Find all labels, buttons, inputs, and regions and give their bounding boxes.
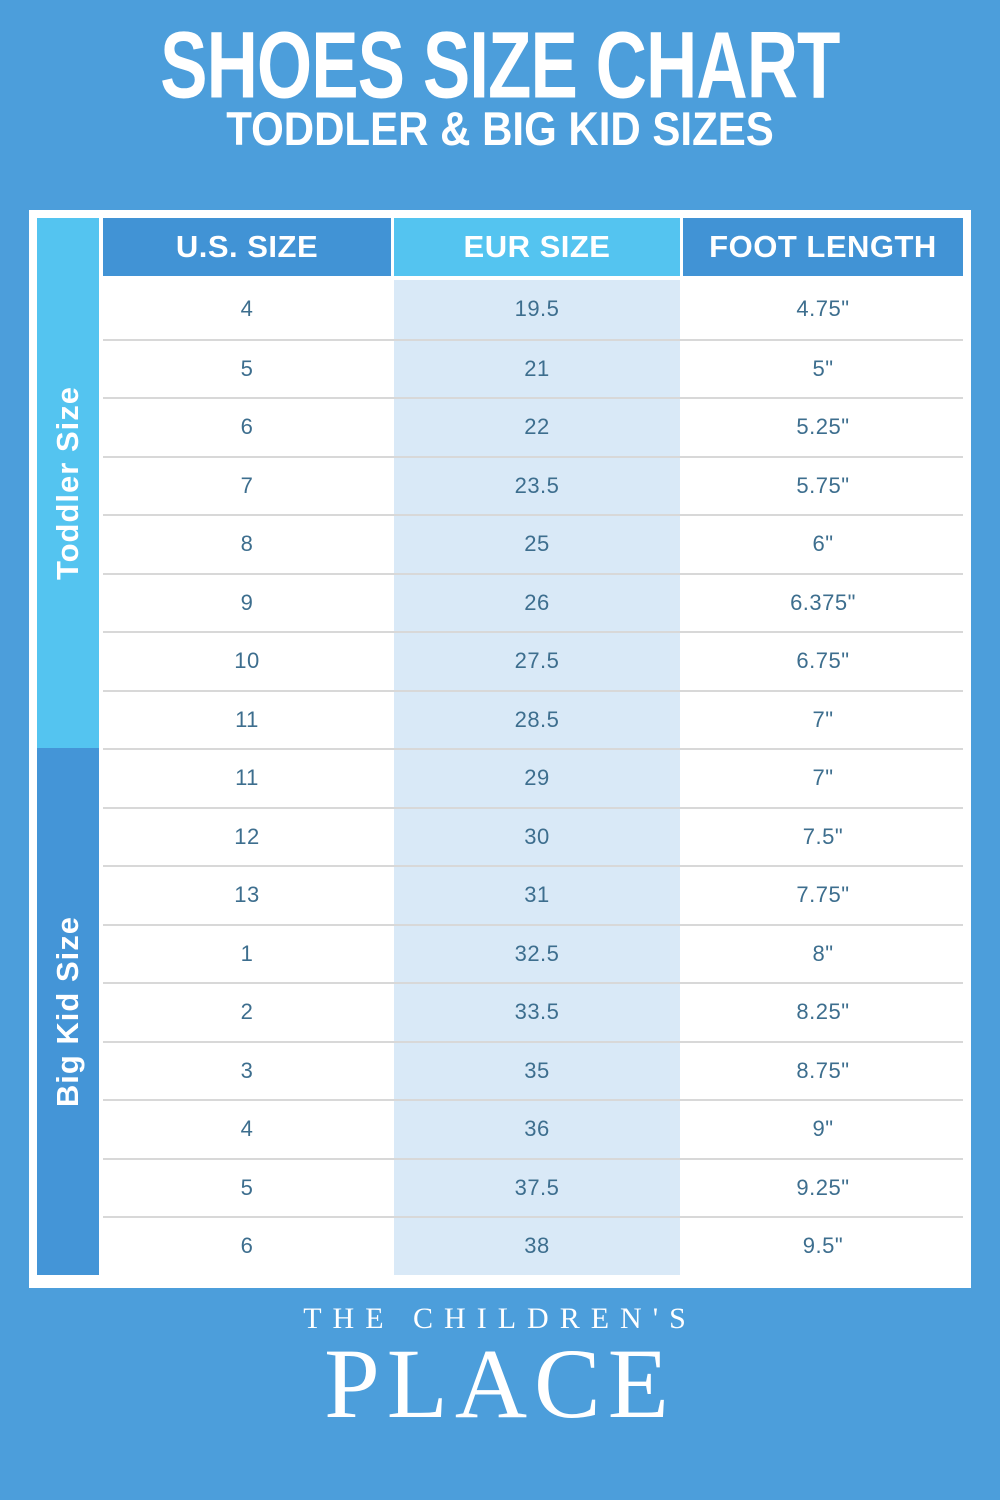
us-size-cell: 13 (234, 882, 260, 908)
table-row (103, 690, 963, 749)
us-size-cell: 5 (240, 1174, 254, 1200)
poster-header (0, 11, 1000, 156)
foot-length-cell: 7" (812, 765, 834, 791)
table-row (103, 456, 963, 515)
foot-length-cell: 6.75" (796, 648, 850, 674)
brand-name-top: THE CHILDREN'S (303, 1302, 697, 1335)
table-row (103, 865, 963, 924)
us-size-cell: 9 (240, 589, 254, 615)
us-size-cell: 8 (240, 531, 254, 557)
eur-size-cell: 29 (394, 750, 680, 807)
foot-length-cell: 8.75" (796, 1057, 850, 1083)
eur-size-cell: 37.5 (394, 1160, 680, 1217)
foot-length-cell: 5.75" (796, 472, 850, 498)
foot-length-cell: 8.25" (796, 999, 850, 1025)
foot-length-cell: 6" (812, 531, 834, 557)
table-row (103, 514, 963, 573)
group-label-bigkid: Big Kid Size (50, 915, 85, 1107)
foot-length-cell: 4.75" (796, 296, 850, 322)
header-us-size: U.S. SIZE (103, 218, 391, 276)
eur-size-cell: 31 (394, 867, 680, 924)
us-size-cell: 12 (234, 823, 260, 849)
page-subtitle: TODDLER & BIG KID SIZES (226, 102, 774, 156)
us-size-cell: 10 (234, 648, 260, 674)
group-segment-bigkid (37, 748, 99, 1275)
foot-length-cell: 9" (812, 1116, 834, 1142)
page-title: SHOES SIZE CHART (160, 11, 840, 118)
eur-size-cell: 19.5 (394, 280, 680, 339)
table-row (103, 982, 963, 1041)
table-body (103, 280, 963, 1275)
us-size-cell: 4 (240, 296, 254, 322)
brand-name-bottom: PLACE (324, 1328, 676, 1439)
us-size-cell: 7 (240, 472, 254, 498)
us-size-cell: 3 (240, 1057, 254, 1083)
table-row (103, 280, 963, 339)
us-size-cell: 5 (240, 355, 254, 381)
eur-size-cell: 21 (394, 341, 680, 398)
group-label-toddler: Toddler Size (50, 385, 85, 580)
foot-length-cell: 8" (812, 940, 834, 966)
eur-size-cell: 38 (394, 1218, 680, 1275)
foot-length-cell: 7" (812, 706, 834, 732)
eur-size-cell: 23.5 (394, 458, 680, 515)
group-segment-toddler (37, 218, 99, 748)
header-foot-length: FOOT LENGTH (683, 218, 963, 276)
size-table (103, 218, 963, 1280)
eur-size-cell: 35 (394, 1043, 680, 1100)
header-eur-size: EUR SIZE (394, 218, 680, 276)
foot-length-cell: 7.75" (796, 882, 850, 908)
table-row (103, 924, 963, 983)
table-row (103, 1216, 963, 1275)
us-size-cell: 6 (240, 1233, 254, 1259)
table-header-row (103, 218, 963, 276)
us-size-cell: 11 (235, 706, 259, 732)
table-row (103, 1158, 963, 1217)
us-size-cell: 11 (235, 765, 259, 791)
eur-size-cell: 22 (394, 399, 680, 456)
eur-size-cell: 32.5 (394, 926, 680, 983)
foot-length-cell: 5.25" (796, 414, 850, 440)
eur-size-cell: 27.5 (394, 633, 680, 690)
eur-size-cell: 25 (394, 516, 680, 573)
us-size-cell: 6 (240, 414, 254, 440)
table-row (103, 1099, 963, 1158)
brand-logo (0, 1302, 1000, 1439)
table-row (103, 339, 963, 398)
table-row (103, 748, 963, 807)
foot-length-cell: 9.25" (796, 1174, 850, 1200)
size-table-panel (29, 210, 971, 1288)
eur-size-cell: 30 (394, 809, 680, 866)
us-size-cell: 1 (240, 940, 254, 966)
us-size-cell: 4 (240, 1116, 254, 1142)
table-row (103, 397, 963, 456)
table-row (103, 1041, 963, 1100)
table-row (103, 573, 963, 632)
foot-length-cell: 5" (812, 355, 834, 381)
foot-length-cell: 7.5" (802, 823, 844, 849)
us-size-cell: 2 (240, 999, 254, 1025)
foot-length-cell: 9.5" (802, 1233, 844, 1259)
foot-length-cell: 6.375" (790, 589, 856, 615)
eur-size-cell: 33.5 (394, 984, 680, 1041)
eur-size-cell: 26 (394, 575, 680, 632)
table-row (103, 807, 963, 866)
eur-size-cell: 36 (394, 1101, 680, 1158)
table-row (103, 631, 963, 690)
eur-size-cell: 28.5 (394, 692, 680, 749)
row-group-strip (37, 218, 99, 1280)
